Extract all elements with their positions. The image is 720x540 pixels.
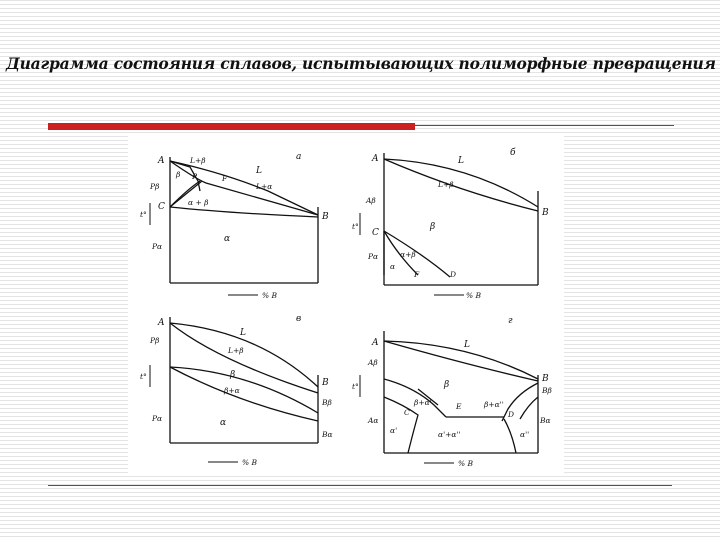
panel-g-point-A: A: [372, 338, 379, 348]
panel-v-point-A: A: [158, 318, 165, 328]
panel-g-solidus: [384, 341, 538, 381]
panel-g-label-ba1: β+α': [414, 398, 432, 407]
panel-g-point-B: B: [542, 374, 549, 384]
panel-a-label-ab: α + β: [188, 198, 209, 207]
panel-a-label-Pa: Pα: [152, 242, 163, 251]
bottom-red-rule: [48, 485, 672, 486]
panel-g-axis-x: % B: [458, 459, 474, 468]
panel-a-label-L-alpha: L+α: [256, 182, 273, 191]
panel-g-label-Aa: Aα: [368, 416, 379, 425]
panel-v-point-B: B: [322, 378, 329, 388]
panel-a-label-Pb: Pβ: [150, 182, 160, 191]
panel-a-label-alpha: α: [224, 234, 231, 244]
panel-v-label-Pa: Pα: [152, 414, 163, 423]
slide-title: Диаграмма состояния сплавов, испытывающих полиморфные превращения: [6, 54, 716, 73]
panel-b-label-ab: α+β: [400, 250, 416, 259]
panel-b-point-C: C: [372, 228, 379, 238]
panel-g-label-a2: α'': [520, 430, 530, 439]
panel-g-point-C: C: [404, 408, 410, 417]
panel-b-point-F: F: [414, 270, 420, 279]
panel-v-label-Ba: Bα: [322, 430, 333, 439]
panel-b: [384, 153, 538, 285]
panel-b-axis-t: t°: [352, 222, 359, 231]
panel-b-label-L-beta: L+β: [438, 180, 454, 189]
panel-v-beta-transus-upper: [170, 367, 318, 413]
panel-g-point-D: D: [508, 410, 515, 419]
panel-a-label-L-beta: L+β: [190, 156, 206, 165]
panel-b-label-alpha: α: [390, 262, 396, 271]
panel-g-label-a1a2: α'+α'': [438, 430, 461, 439]
panel-v-letter: в: [296, 314, 302, 324]
panel-b-point-B: B: [542, 208, 549, 218]
panel-v-beta-transus-lower: [170, 367, 318, 421]
panel-a-label-L: L: [256, 166, 262, 176]
panel-a-axis-x: % B: [262, 291, 278, 300]
phase-diagrams-figure: [128, 135, 564, 476]
panel-b-point-D: D: [450, 270, 457, 279]
panel-v-label-L: L: [240, 328, 246, 338]
panel-g-label-Bb: Bβ: [542, 386, 552, 395]
panel-v-label-ba: β+α: [224, 386, 240, 395]
panel-g-label-Ba: Bα: [540, 416, 551, 425]
panel-a-point-P: P: [192, 172, 198, 181]
panel-a-point-C: C: [158, 202, 165, 212]
title-thin-rule: [415, 125, 674, 126]
panel-g: [384, 331, 538, 453]
panel-v-label-alpha: α: [220, 418, 227, 428]
panel-v-label-beta: β: [230, 370, 236, 380]
panel-g-letter: г: [508, 316, 513, 326]
panel-v-label-Pb: Pβ: [150, 336, 160, 345]
phase-diagrams-svg: [128, 135, 564, 476]
panel-b-label-beta: β: [430, 222, 436, 232]
panel-g-alpha2-upper: [520, 397, 538, 419]
panel-b-letter: б: [510, 148, 516, 158]
panel-b-label-Ab: Aβ: [366, 196, 376, 205]
panel-g-point-E: E: [456, 402, 462, 411]
panel-b-solidus: [384, 159, 538, 211]
panel-g-liquidus: [384, 341, 538, 379]
panel-b-point-A: A: [372, 154, 379, 164]
panel-a-point-B: B: [322, 212, 329, 222]
panel-v-axis-t: t°: [140, 372, 147, 381]
panel-b-label-L: L: [458, 156, 464, 166]
panel-g-alpha2-boundary: [504, 419, 516, 453]
panel-a-label-beta: β: [176, 170, 181, 179]
panel-g-label-ba2: β+α'': [484, 400, 504, 409]
panel-a-point-A: A: [158, 156, 165, 166]
panel-b-liquidus: [384, 159, 538, 207]
panel-a-letter: a: [296, 152, 302, 162]
title-red-rule: [48, 123, 415, 130]
panel-b-label-Pa: Pα: [368, 252, 379, 261]
panel-g-label-beta: β: [444, 380, 450, 390]
panel-g-label-a1: α': [390, 426, 398, 435]
panel-g-label-L: L: [464, 340, 470, 350]
panel-v-axis-x: % B: [242, 458, 258, 467]
panel-g-alpha1-boundary: [384, 397, 418, 453]
panel-a-point-F: F: [222, 174, 228, 183]
panel-v-label-Bb: Bβ: [322, 398, 332, 407]
panel-g-axis-t: t°: [352, 382, 359, 391]
panel-b-axis-x: % B: [466, 291, 482, 300]
panel-g-label-Ab: Aβ: [368, 358, 378, 367]
panel-v-label-L-beta: L+β: [228, 346, 244, 355]
panel-a-axis-t: t°: [140, 210, 147, 219]
